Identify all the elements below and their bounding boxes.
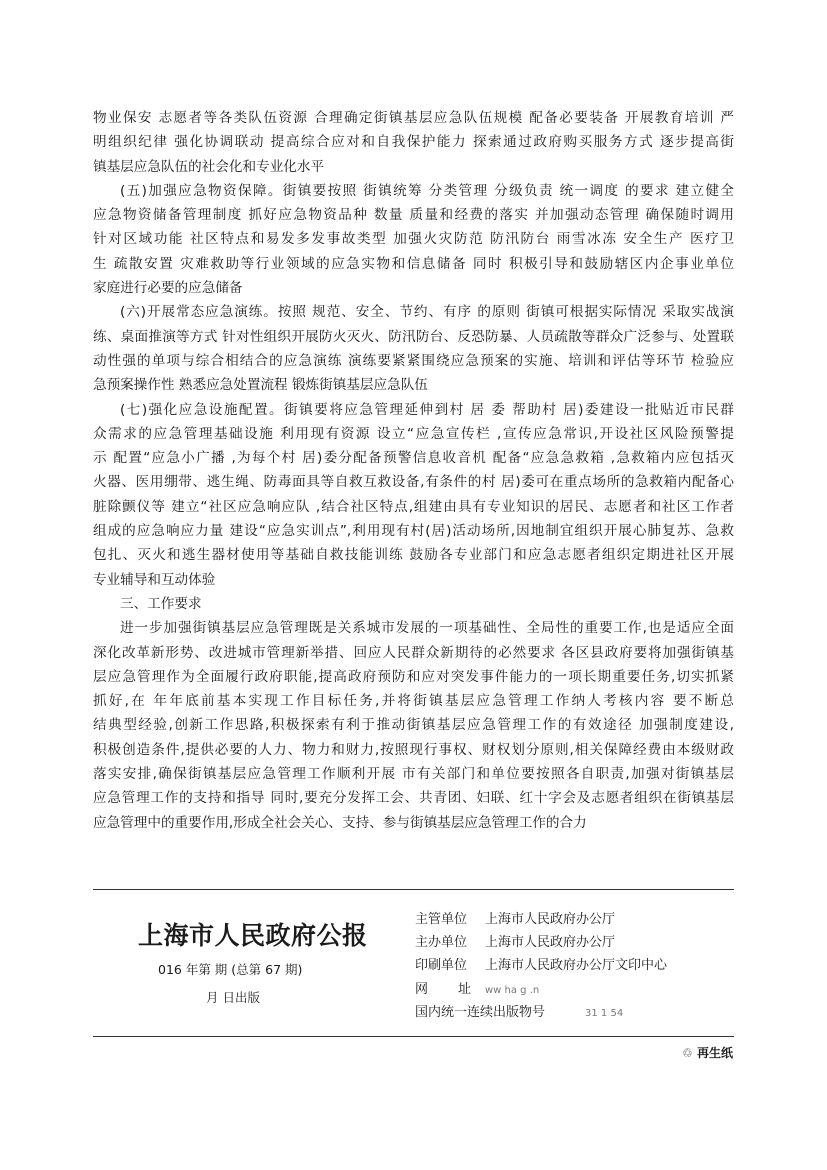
paragraph-line: (六)开展常态应急演练。按照 规范、安全、节约、有序 的原则 街镇可根据实际情况 采取实战演: [120, 304, 734, 321]
paragraph-line: 动性强的单项与综合相结合的应急演练 演练要紧紧围绕应急预案的实施、培训和评估等环节 检验应: [93, 352, 734, 369]
paragraph-line: 应急管理中的重要作用,形成全社会关心、支持、参与街镇基层应急管理工作的合力: [93, 814, 587, 831]
info-row-serial-number: 国内统一连续出版物号 31 1 54: [415, 1004, 624, 1020]
paragraph-line: 落实安排,确保街镇基层应急管理工作顺利开展 市有关部门和单位要按照各自职责,加强对街镇基层: [93, 766, 734, 783]
footer-bottom-divider: [93, 1036, 734, 1037]
paragraph-line: 应急管理工作的支持和指导 同时,要充分发挥工会、共青团、妇联、红十字会及志愿者组织在街镇基层: [93, 790, 734, 807]
paragraph-line: 生 疏散安置 灾难救助等行业领域的应急实物和信息储备 同时 积极引导和鼓励辖区内企事业单位: [93, 255, 734, 272]
publication-info: [415, 908, 667, 1024]
issue-number: 016 年第 期 (总第 67 期): [158, 962, 303, 977]
paragraph-line: (五)加强应急物资保障。街镇要按照 街镇统筹 分类管理 分级负责 统一调度 的要求 建立健全: [120, 182, 734, 199]
paragraph-line: 层应急管理作为全面履行政府职能,提高政府预防和应对突发事件能力的一项长期重要任务,切实抓紧: [93, 668, 734, 685]
paragraph-line: 包扎、灭火和逃生器材使用等基础自救技能训练 鼓励各专业部门和应急志愿者组织定期进社区开展: [93, 547, 734, 564]
paragraph-line: 积极创造条件,提供必要的人力、物力和财力,按照现行事权、财权划分原则,相关保障经费由本级财政: [93, 741, 734, 758]
paragraph-line: 练、桌面推演等方式 针对性组织开展防火灭火、防汛防台、反恐防暴、人员疏散等群众广泛参与、处置联: [93, 328, 734, 345]
paragraph-line: 明组织纪律 强化协调联动 提高综合应对和自我保护能力 探索通过政府购买服务方式 逐步提高街: [93, 134, 734, 151]
paragraph-line: 组成的应急响应力量 建设“应急实训点”,利用现有村(居)活动场所,因地制宜组织开展心肺复苏、急救: [93, 523, 734, 540]
paragraph-line: 家庭进行必要的应急储备: [93, 280, 243, 297]
paragraph-line: (七)强化应急设施配置。街镇要将应急管理延伸到村 居 委 帮助村 居)委建设一批贴近市民群: [120, 401, 734, 418]
paragraph-line: 脏除颤仪等 建立“社区应急响应队 ,结合社区特点,组建由具有专业知识的居民、志愿者和社区工作者: [93, 498, 734, 515]
info-row-printer: 印刷单位 上海市人民政府办公厅文印中心: [415, 958, 668, 974]
paragraph-line: 深化改革新形势、改进城市管理新举措、回应人民群众新期待的必然要求 各区县政府要将加强街镇基: [93, 644, 734, 661]
paragraph-line: 专业辅导和互动体验: [93, 571, 216, 588]
paragraph-line: 进一步加强街镇基层应急管理既是关系城市发展的一项基础性、全局性的重要工作,也是适应全面: [120, 620, 734, 637]
publish-date: 月 日出版: [206, 990, 260, 1005]
paragraph-line: 物业保安 志愿者等各类队伍资源 合理确定街镇基层应急队伍规模 配备必要装备 开展教育培训 严: [93, 110, 734, 126]
paragraph-line: 镇基层应急队伍的社会化和专业化水平: [93, 158, 325, 175]
info-row-sponsor: 主办单位 上海市人民政府办公厅: [415, 935, 616, 951]
paragraph-line: 示 配置“应急小广播 ,为每个村 居)委分配备预警信息收音机 配备“应急急救箱 ,急救箱内应包括灭: [93, 450, 734, 467]
publication-title: 上海市人民政府公报: [138, 921, 368, 950]
paragraph-line: 针对区域功能 社区特点和易发多发事故类型 加强火灾防范 防汛防台 雨雪冰冻 安全生产 医疗卫: [93, 231, 734, 248]
paragraph-line: 急预案操作性 熟悉应急处置流程 锻炼街镇基层应急队伍: [93, 377, 428, 394]
paragraph-line: 结典型经验,创新工作思路,积极探索有利于推动街镇基层应急管理工作的有效途径 加强制度建设,: [93, 717, 734, 734]
section-heading: 三、工作要求: [120, 595, 202, 612]
article-body: [93, 106, 734, 835]
paragraph-line: 火器、医用绷带、逃生绳、防毒面具等自救互救设备,有条件的村 居)委可在重点场所的急救箱内配备心: [93, 474, 734, 491]
paragraph-line: 众需求的应急管理基础设施 利用现有资源 设立“应急宣传栏 ,宣传应急常识,开设社区风险预警提: [93, 425, 734, 442]
recycled-paper-mark: ♲ 再生纸: [682, 1046, 733, 1060]
info-row-supervisor: 主管单位 上海市人民政府办公厅: [415, 912, 616, 927]
info-row-website: 网址 ww ha g .n: [415, 981, 540, 997]
paragraph-line: 抓好,在 年年底前基本实现工作目标任务,并将街镇基层应急管理工作纳人考核内容 要不断总: [93, 693, 734, 710]
footer-top-divider: [93, 889, 734, 890]
paragraph-line: 应急物资储备管理制度 抓好应急物资品种 数量 质量和经费的落实 并加强动态管理 确保随时调用: [93, 207, 734, 224]
recycle-icon: ♲: [682, 1046, 693, 1060]
